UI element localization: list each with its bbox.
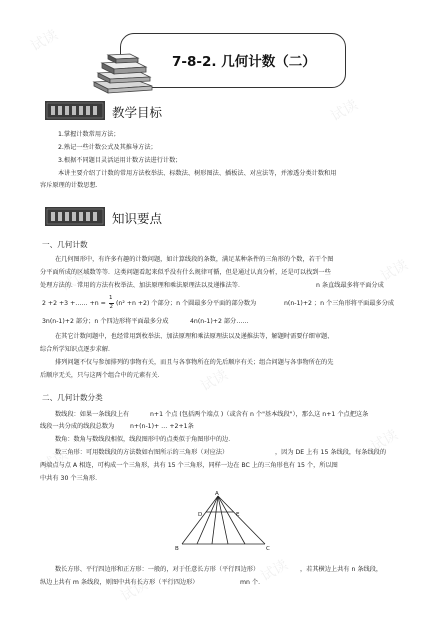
- body-line: 中共有 30 个三角形．: [40, 475, 102, 482]
- objective-paragraph: 本讲主要介绍了计数的常用方法枚举法、标数法、树形图法、插板法、对应法等，并渗透分类计数和用: [58, 170, 337, 177]
- body-line: 在其它计数问题中，也经常用到枚举法、加法原理和乘法原理法以及递推法等，解题时需要仔细审题、: [55, 333, 334, 340]
- watermark: 试读: [58, 266, 91, 295]
- books-icon: [88, 52, 158, 94]
- body-line: mn 个．: [240, 579, 265, 586]
- watermark: 试读: [198, 366, 231, 395]
- objective-item: 1.掌握计数常用方法；: [58, 131, 120, 138]
- body-line: 分平面所成的区域数等等．这类问题看起来似乎没有什么规律可循，但是通过认真分析，还是可以找到一些: [40, 269, 331, 276]
- diagram-label: A: [215, 491, 219, 497]
- watermark: 试读: [118, 576, 151, 605]
- body-line: 纵边上共有 m 条线段，则图中共有长方形（平行四边形）: [40, 579, 199, 586]
- body-line: 数线段：如果一条线段上有: [55, 411, 130, 418]
- body-line: 线段一共分成的线段总数为: [40, 423, 115, 430]
- body-line: 排列问题不仅与参加排列的事物有关，而且与各事物所在的先后顺序有关；组合问题与各事物所在的先: [55, 359, 334, 366]
- objective-item: 2.熟记一些计数公式及其推导方法；: [58, 144, 157, 151]
- triangle-diagram: [172, 490, 276, 554]
- diagram-label: E: [236, 512, 240, 518]
- formula: 3n(n-1)+2 部分；n 个四边形将平面最多分成: [42, 318, 169, 325]
- body-line: ，若其横边上共有 n 条线段，: [300, 566, 383, 573]
- watermark: 试读: [38, 446, 71, 475]
- body-line: n+1 个点 (包括两个端点 )（或含有 n 个"基本线段"），那么这 n+1 个点把这条: [150, 411, 369, 418]
- body-line: 数长方形、平行四边形和正方形：一般的，对于任意长方形（平行四边形）: [55, 566, 260, 573]
- body-line: 处理方法的．常用的方法有枚举法、加法原理和乘法原理法以及递推法等．: [40, 282, 245, 289]
- objective-item: 3.根据不同题目灵活运用计数方法进行计数；: [58, 157, 182, 164]
- subsection-title: 二、几何计数分类: [42, 393, 103, 402]
- watermark: 试读: [368, 426, 401, 455]
- section-banner-icon: [45, 207, 105, 226]
- diagram-label: D: [198, 512, 203, 518]
- formula: 4n(n-1)+2 部分……: [190, 318, 249, 325]
- section-banner-icon: [45, 101, 105, 120]
- watermark: 试读: [328, 96, 361, 125]
- objective-paragraph: 容斥原理的计数思想．: [40, 182, 102, 189]
- body-line: 数角：数角与数线段相似，线段图形中的点类似于角图形中的边．: [55, 436, 235, 443]
- body-line: n+(n-1)+ … +2+1条: [130, 423, 194, 430]
- watermark: 试读: [28, 26, 61, 55]
- body-line: 数三角形：可用数线段的方法数如右图所示的三角形（对应法）: [55, 449, 229, 456]
- knowledge-heading: 知识要点: [112, 211, 163, 226]
- objectives-heading: 教学目标: [112, 105, 163, 120]
- body-line: 综合所学知识点逐步求解．: [40, 346, 115, 353]
- watermark: 试读: [258, 556, 291, 585]
- formula: (n² +n +2) 个部分；n 个圆最多分平面的部分数为: [116, 300, 257, 307]
- fraction-numerator: 1: [109, 295, 113, 301]
- formula: 2 +2 +3 +…… +n =: [42, 300, 106, 307]
- body-line: 后顺序无关，只与这两个组合中的元素有关．: [40, 372, 164, 379]
- subsection-title: 一、几何计数: [42, 240, 88, 249]
- fraction-denominator: 2: [109, 304, 113, 310]
- body-line: 在几何图形中，有许多有趣的计数问题，如计算线段的条数，满足某种条件的三角形的个数，若干个图: [55, 256, 334, 263]
- watermark: 试读: [378, 256, 411, 285]
- diagram-label: B: [175, 546, 179, 552]
- body-line: ，因为 DE 上有 15 条线段，每条线段的: [275, 449, 387, 456]
- diagram-label: C: [266, 546, 270, 552]
- page-title: 7-8-2. 几何计数（二）: [172, 54, 316, 70]
- body-line: 两端点与点 A 相连，可构成一个三角形，共有 15 个三角形，同样一边在 BC 上的三角形也有 15 个，所以图: [40, 462, 338, 469]
- formula: n(n-1)+2 ；n 个三角形将平面最多分成: [284, 300, 395, 307]
- body-line: n 条直线最多将平面分成: [316, 282, 384, 289]
